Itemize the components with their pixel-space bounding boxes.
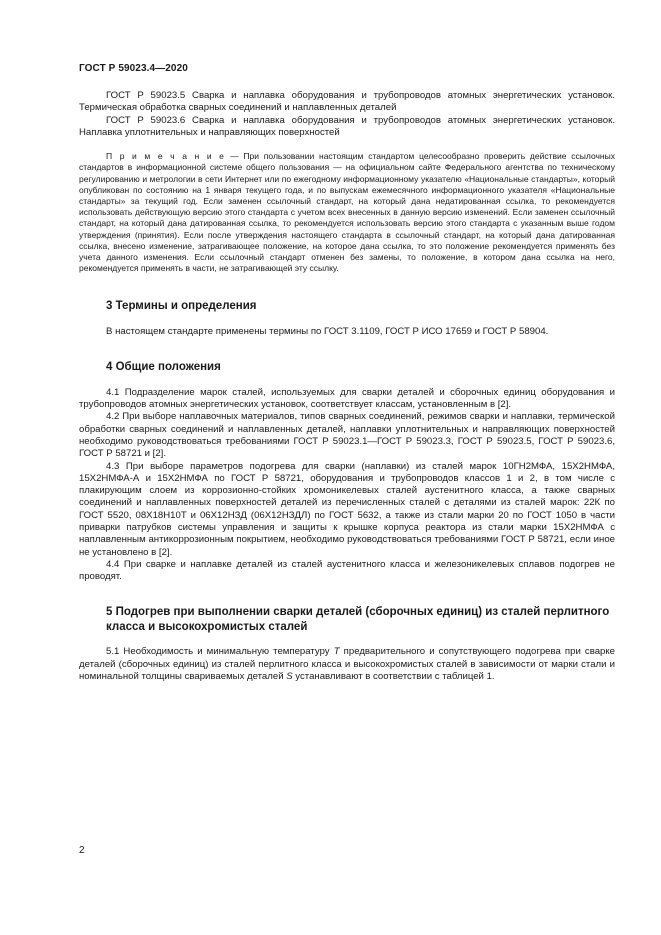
section-5-1 — [79, 646, 615, 683]
document-code: ГОСТ Р 59023.4—2020 — [79, 63, 188, 74]
page-number: 2 — [79, 845, 85, 856]
section-4-3: 4.3 При выборе параметров подогрева для сварки (наплавки) из сталей марок 10ГН2МФА, 15Х2НМФА, 15Х2НМФА-А и 15Х2НМФА по ГОСТ Р 58721, оборудования и трубопроводов классов 1 и 2, в том числе с плакирующим слоем из коррозионно-стойких хромоникелевых сталей аустенитного класса, а также сварных соединений и наплавленных поверхностей деталей из перечисленных сталей с деталями из сталей марок: 22К по ГОСТ 5520, 08Х18Н10Т и 06Х12НЗД (06Х12НЗДЛ) по ГОСТ 5632, а также из стали марки 20 по ГОСТ 1050 в части приварки патрубков системы управления и защиты к крышке корпуса реактора из стали марки 15Х2НМФА с наплавленным антикоррозионным покрытием, необходимо руководствоваться требованиями ГОСТ Р 58721, если иное не установлено в [2]. — [79, 460, 615, 558]
section-4-4: 4.4 При сварке и наплавке деталей из сталей аустенитного класса и железоникелевых сплавов подогрев не проводят. — [79, 558, 615, 583]
section-3-text: В настоящем стандарте применены термины по ГОСТ 3.1109, ГОСТ Р ИСО 17659 и ГОСТ Р 58904. — [106, 325, 549, 337]
reference-item: ГОСТ Р 59023.6 Сварка и наплавка оборудования и трубопроводов атомных энергетических установок. Наплавка уплотнительных и направляющих поверхностей — [79, 114, 615, 138]
note-paragraph — [79, 151, 615, 274]
note-label: П р и м е ч а н и е — [106, 151, 226, 162]
section-4-title: 4 Общие положения — [106, 361, 221, 374]
section-5-1-part-c: устанавливают в соответствии с таблицей 1. — [292, 671, 495, 683]
section-3-title: 3 Термины и определения — [106, 300, 257, 313]
section-5-1-part-b: предварительного и сопутствующего подогрева при сварке деталей (сборочных единиц) из сталей перлитного класса и высокохромистых сталей в зависимости от марки стали и номинальной толщины свариваемых деталей — [79, 646, 616, 683]
reference-item: ГОСТ Р 59023.5 Сварка и наплавка оборудования и трубопроводов атомных энергетических установок. Термическая обработка сварных соединений и наплавленных деталей — [79, 90, 615, 114]
variable-s: S — [286, 671, 293, 683]
section-4-2: 4.2 При выборе наплавочных материалов, типов сварных соединений, режимов сварки и наплавки, термической обработки сварных соединений и наплавленных деталей, наплавки уплотнительных и направляющих поверхностей необходимо руководствоваться требованиями ГОСТ Р 59023.1—ГОСТ Р 59023.3, ГОСТ Р 59023.5, ГОСТ Р 59023.6, ГОСТ Р 58721 и [2]. — [79, 411, 615, 460]
variable-t: T — [333, 646, 340, 658]
section-5-1-part-a: 5.1 Необходимость и минимальную температуру — [106, 646, 334, 658]
note-text: — При пользовании настоящим стандартом целесообразно проверить действие ссылочных стандартов в информационной системе общего пользования — на официальном сайте Федерального агентства по техническому регулированию и метрологии в сети Интернет или по ежегодному информационному указателю «Национальные стандарты», который опубликован по состоянию на 1 января текущего года, и по выпускам ежемесячного информационного указателя «Национальные стандарты» за текущий год. Если заменен ссылочный стандарт, на который дана недатированная ссылка, то рекомендуется использовать действующую версию этого стандарта с учетом всех внесенных в данную версию изменений. Если заменен ссылочный стандарт, на который дана датированная ссылка, то рекомендуется использовать версию этого стандарта с указанным выше годом утверждения (принятия). Если после утверждения настоящего стандарта в ссылочный стандарт, на который дана датированная ссылка, внесено изменение, затрагивающее положение, на которое дана ссылка, то это положение рекомендуется применять без учета данного изменения. Если ссылочный стандарт отменен без замены, то положение, в котором дана ссылка на него, рекомендуется применять в части, не затрагивающей эту ссылку. — [79, 151, 615, 274]
page-content — [79, 90, 615, 683]
section-4-1: 4.1 Подразделение марок сталей, используемых для сварки деталей и сборочных единиц оборудования и трубопроводов атомных энергетических установок, соответствует классам, установленным в [2]. — [79, 386, 615, 411]
section-5-title: 5 Подогрев при выполнении сварки деталей (сборочных единиц) из сталей перлитного класса и высокохромистых сталей — [106, 606, 610, 633]
